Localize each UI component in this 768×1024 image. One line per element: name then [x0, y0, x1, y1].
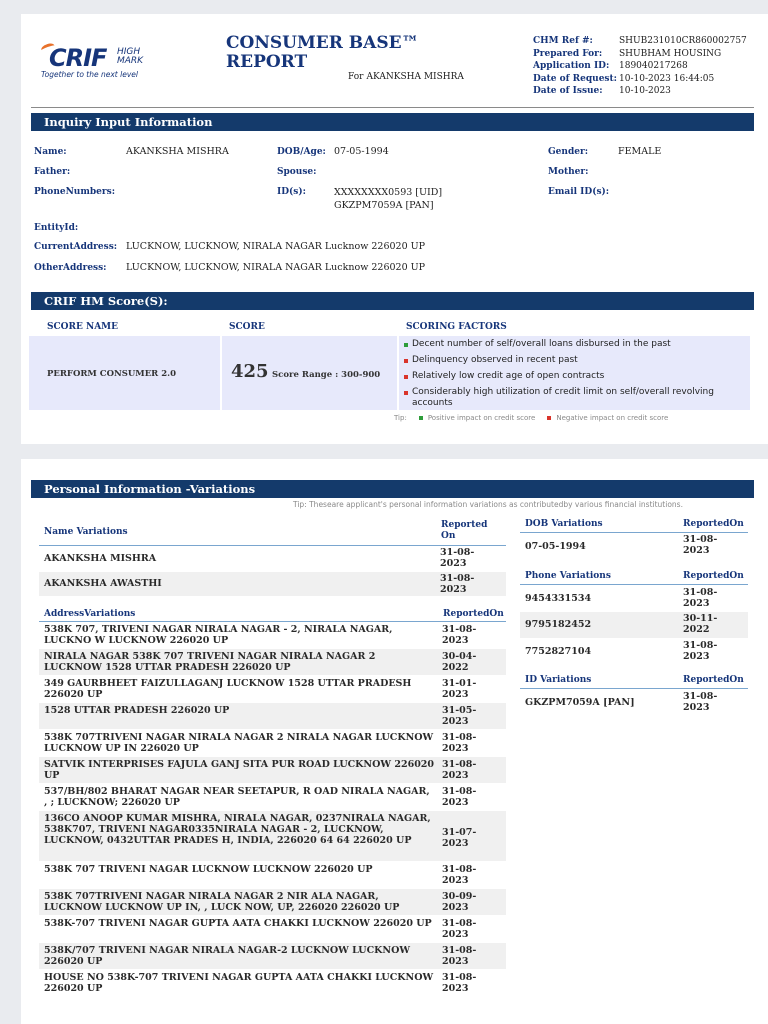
table-row	[39, 916, 506, 942]
positive-legend-text: Positive impact on credit score	[427, 414, 536, 422]
meta-value: 189040217268	[619, 61, 688, 71]
report-title: CONSUMER BASE™ REPORT	[226, 33, 419, 72]
dob-value: 07-05-1994	[334, 146, 389, 157]
name-variation-date: 31-08-2023	[440, 573, 475, 595]
phone-variation-date: 31-08-2023	[683, 587, 718, 609]
id-value-pan: GKZPM7059A [PAN]	[334, 200, 434, 211]
address-variation-date: 31-08-2023	[442, 624, 477, 646]
dob-variation-value: 07-05-1994	[525, 541, 586, 552]
for-label: For	[348, 72, 364, 82]
variations-section-header: Personal Information -Variations	[31, 480, 754, 498]
table-row	[39, 811, 506, 861]
address-variation-date: 31-08-2023	[442, 759, 477, 781]
father-label: Father:	[34, 167, 71, 177]
table-row	[39, 622, 506, 648]
factor-text: Delinquency observed in recent past	[412, 355, 578, 365]
current-address-label: CurrentAddress:	[34, 242, 118, 252]
address-variation-value: 538K-707 TRIVENI NAGAR GUPTA AATA CHAKKI LUCKNOW 226020 UP	[44, 918, 432, 929]
scoring-factor	[404, 355, 744, 366]
other-address-label: OtherAddress:	[34, 263, 107, 273]
phone-label: PhoneNumbers:	[34, 187, 116, 197]
score-range: Score Range : 300-900	[272, 370, 381, 380]
table-row	[39, 943, 506, 969]
gender-label: Gender:	[548, 147, 589, 157]
tip-label: Tip:	[394, 414, 407, 422]
on-word: On	[441, 531, 456, 541]
phone-header-rule	[520, 584, 748, 585]
entity-label: EntityId:	[34, 223, 79, 233]
meta-key: Date of Request:	[533, 73, 617, 84]
score-column: SCORE	[229, 322, 265, 332]
factor-text: Considerably high utilization of credit limit on self/overall revolving accounts	[412, 387, 714, 408]
for-name: AKANKSHA MISHRA	[366, 72, 464, 82]
address-variation-value: NIRALA NAGAR 538K 707 TRIVENI NAGAR NIRALA NAGAR 2 LUCKNOW 1528 UTTAR PRADESH 226020 UP	[44, 651, 376, 673]
ids-label: ID(s):	[277, 187, 306, 197]
report-meta	[533, 35, 747, 98]
positive-impact-icon	[404, 343, 408, 347]
meta-row	[533, 48, 747, 61]
meta-row	[533, 35, 747, 48]
name-label: Name:	[34, 147, 67, 157]
table-row	[39, 676, 506, 702]
scoring-factor	[404, 371, 744, 382]
table-row	[39, 649, 506, 675]
address-reported-on-header: ReportedOn	[443, 609, 504, 619]
scoring-factors-column: SCORING FACTORS	[406, 322, 507, 332]
header-divider	[31, 107, 754, 108]
phone-variation-date: 31-08-2023	[683, 640, 718, 662]
address-variation-value: SATVIK INTERPRISES FAJULA GANJ SITA PUR ROAD LUCKNOW 226020 UP	[44, 759, 435, 781]
address-variation-value: 136CO ANOOP KUMAR MISHRA, NIRALA NAGAR, 0237NIRALA NAGAR, 538K707, TRIVENI NAGAR0335NIRALA NAGAR - 2, LUCKNOW, LUCKNOW, 0432UTTAR PRADES H, INDIA, 226020 64 64 226020 UP	[44, 813, 431, 846]
address-variation-value: 349 GAURBHEET FAIZULLAGANJ LUCKNOW 1528 UTTAR PRADESH 226020 UP	[44, 678, 412, 700]
id-variations-header: ID Variations	[525, 675, 592, 685]
address-variation-value: 538K/707 TRIVENI NAGAR NIRALA NAGAR-2 LUCKNOW LUCKNOW 226020 UP	[44, 945, 411, 967]
address-variation-value: 537/BH/802 BHARAT NAGAR NEAR SEETAPUR, R OAD NIRALA NAGAR, , ; LUCKNOW; 226020 UP	[44, 786, 430, 808]
negative-legend-icon	[547, 416, 551, 420]
table-row	[39, 572, 506, 596]
meta-key: CHM Ref #:	[533, 36, 593, 46]
variations-tip: Tip: Theseare applicant's personal information variations as contributedby various financial institutions.	[293, 500, 683, 509]
table-row	[39, 730, 506, 756]
name-value: AKANKSHA MISHRA	[126, 146, 229, 157]
phone-variations-header: Phone Variations	[525, 571, 611, 581]
table-row	[520, 639, 748, 665]
meta-value: SHUBHAM HOUSING	[619, 48, 722, 59]
address-variation-date: 31-08-2023	[442, 786, 477, 808]
negative-impact-icon	[404, 391, 408, 395]
table-row	[520, 612, 748, 638]
logo-tagline: Together to the next level	[41, 70, 138, 79]
report-page-2	[21, 459, 768, 1024]
name-variations-header: Name Variations	[44, 527, 128, 537]
address-variation-date: 31-01-2023	[442, 678, 477, 700]
dob-label: DOB/Age:	[277, 147, 326, 157]
dob-variation-date: 31-08-2023	[683, 534, 718, 556]
address-variation-date: 31-07-2023	[442, 827, 477, 849]
address-variation-date: 31-08-2023	[442, 732, 477, 754]
score-name: PERFORM CONSUMER 2.0	[47, 369, 176, 379]
dob-reported-on-header: ReportedOn	[683, 519, 744, 529]
table-row	[520, 586, 748, 611]
score-section-header: CRIF HM Score(S):	[31, 292, 754, 310]
negative-impact-icon	[404, 359, 408, 363]
name-header-rule	[39, 545, 506, 546]
name-variation-value: AKANKSHA MISHRA	[44, 553, 157, 564]
scoring-factors-list	[404, 336, 744, 409]
report-for-line	[348, 72, 464, 82]
table-row	[39, 757, 506, 783]
address-variation-date: 31-05-2023	[442, 705, 477, 727]
address-variation-value: HOUSE NO 538K-707 TRIVENI NAGAR GUPTA AATA CHAKKI LUCKNOW 226020 UP	[44, 972, 434, 994]
address-variation-date: 31-08-2023	[442, 972, 477, 994]
inquiry-section-header: Inquiry Input Information	[31, 113, 754, 131]
logo-sub: HIGH MARK	[117, 47, 144, 66]
id-header-rule	[520, 688, 748, 689]
address-variation-date: 31-08-2023	[442, 918, 477, 940]
phone-variation-value: 9795182452	[525, 619, 592, 630]
mother-label: Mother:	[548, 167, 589, 177]
name-variation-date: 31-08-2023	[440, 547, 475, 569]
other-address-value: LUCKNOW, LUCKNOW, NIRALA NAGAR Lucknow 226020 UP	[126, 262, 426, 273]
table-row	[520, 690, 748, 716]
phone-reported-on-header: ReportedOn	[683, 571, 744, 581]
table-row	[520, 534, 748, 560]
score-value: 425	[231, 361, 269, 382]
scoring-factor	[404, 387, 744, 409]
id-value-uid: XXXXXXXX0593 [UID]	[334, 187, 443, 198]
phone-variation-date: 30-11-2022	[683, 613, 718, 635]
report-page-1	[21, 14, 768, 444]
meta-value: SHUB231010CR860002757	[619, 36, 747, 46]
meta-value: 10-10-2023	[619, 86, 671, 96]
email-label: Email ID(s):	[548, 187, 610, 197]
id-variation-date: 31-08-2023	[683, 691, 718, 713]
spouse-label: Spouse:	[277, 167, 317, 177]
meta-key: Prepared For:	[533, 48, 603, 59]
address-variation-value: 538K 707 TRIVENI NAGAR LUCKNOW LUCKNOW 226020 UP	[44, 864, 373, 875]
dob-header-rule	[520, 532, 748, 533]
gender-value: FEMALE	[618, 146, 662, 157]
score-legend	[394, 414, 668, 422]
address-variations-header: AddressVariations	[44, 609, 136, 619]
score-name-column: SCORE NAME	[47, 322, 119, 332]
positive-legend-icon	[419, 416, 423, 420]
meta-key: Application ID:	[533, 61, 610, 71]
name-reported-on-header	[441, 520, 487, 542]
address-variation-date: 30-09-2023	[442, 891, 477, 913]
address-variation-date: 30-04-2022	[442, 651, 477, 673]
factor-text: Decent number of self/overall loans disbursed in the past	[412, 339, 671, 349]
address-variation-date: 31-08-2023	[442, 945, 477, 967]
meta-key: Date of Issue:	[533, 86, 603, 96]
phone-variation-value: 9454331534	[525, 593, 592, 604]
table-row	[39, 970, 506, 996]
address-variation-value: 538K 707TRIVENI NAGAR NIRALA NAGAR 2 NIR ALA NAGAR, LUCKNOW LUCKNOW UP IN, , LUCK NOW, UP, 226020 226020 UP	[44, 891, 400, 913]
table-row	[39, 547, 506, 571]
current-address-value: LUCKNOW, LUCKNOW, NIRALA NAGAR Lucknow 226020 UP	[126, 241, 426, 252]
scoring-factor	[404, 339, 744, 350]
meta-row	[533, 73, 747, 86]
reported-word: Reported	[441, 520, 488, 530]
address-variation-value: 1528 UTTAR PRADESH 226020 UP	[44, 705, 230, 716]
id-variation-value: GKZPM7059A [PAN]	[525, 697, 635, 708]
table-row	[39, 703, 506, 729]
id-reported-on-header: ReportedOn	[683, 675, 744, 685]
table-row	[39, 889, 506, 915]
table-row	[39, 862, 506, 888]
logo-brand: CRIF	[49, 44, 107, 72]
dob-variations-header: DOB Variations	[525, 519, 603, 529]
negative-impact-icon	[404, 375, 408, 379]
meta-row	[533, 85, 747, 98]
name-variation-value: AKANKSHA AWASTHI	[44, 578, 162, 589]
meta-row	[533, 60, 747, 73]
address-variation-value: 538K 707TRIVENI NAGAR NIRALA NAGAR 2 NIRALA NAGAR LUCKNOW LUCKNOW UP IN 226020 UP	[44, 732, 434, 754]
phone-variation-value: 7752827104	[525, 646, 592, 657]
address-variation-date: 31-08-2023	[442, 864, 477, 886]
negative-legend-text: Negative impact on credit score	[556, 414, 669, 422]
crif-high-mark-logo	[39, 38, 159, 94]
table-row	[39, 784, 506, 810]
address-variation-value: 538K 707, TRIVENI NAGAR NIRALA NAGAR - 2, NIRALA NAGAR, LUCKNO W LUCKNOW 226020 UP	[44, 624, 393, 646]
meta-value: 10-10-2023 16:44:05	[619, 73, 715, 84]
factor-text: Relatively low credit age of open contracts	[412, 371, 605, 381]
